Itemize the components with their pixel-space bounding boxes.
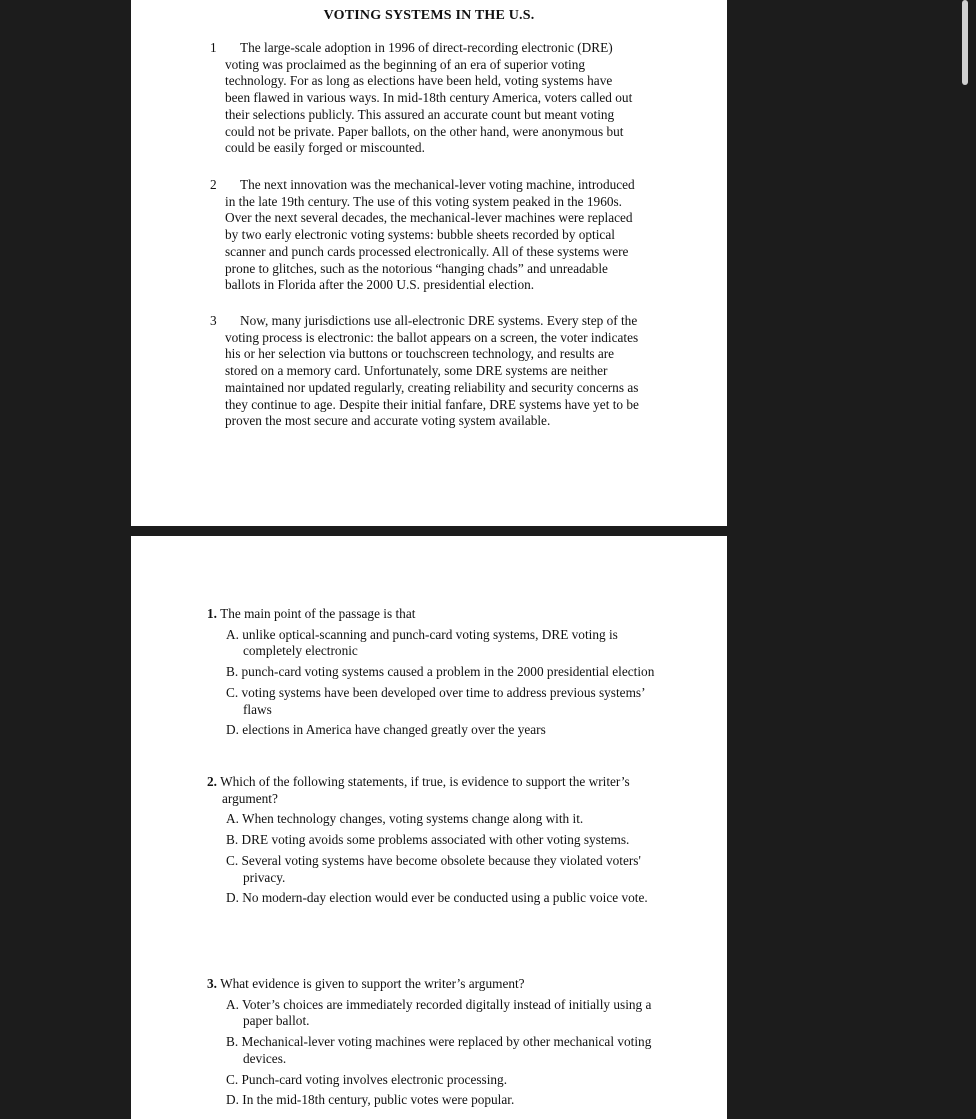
paragraph-2 <box>210 177 639 294</box>
answer-choice-c[interactable]: C. voting systems have been developed over time to address previous systems’ flaws <box>226 684 645 717</box>
question-number: 1. <box>207 606 217 621</box>
answer-choice-b[interactable]: B. DRE voting avoids some problems associated with other voting systems. <box>226 832 630 848</box>
answer-choice-c[interactable]: C. Several voting systems have become obsolete because they violated voters' privacy. <box>226 852 641 885</box>
answer-choice-d[interactable]: D. No modern-day election would ever be conducted using a public voice vote. <box>226 890 648 906</box>
question-3 <box>207 976 657 1109</box>
paragraph-3 <box>210 313 639 430</box>
answer-choice-b[interactable]: B. Mechanical-lever voting machines were replaced by other mechanical voting devices. <box>226 1034 652 1066</box>
answer-choice-a[interactable]: A. When technology changes, voting systems change along with it. <box>226 811 584 827</box>
questions-page <box>131 536 727 1119</box>
paragraph-number: 3 <box>210 313 217 328</box>
answer-choice-a[interactable]: A. unlike optical-scanning and punch-card voting systems, DRE voting is completely electronic <box>226 626 618 659</box>
answer-choice-a[interactable]: A. Voter’s choices are immediately recorded digitally instead of initially using a paper ballot. <box>226 996 652 1029</box>
question-2 <box>207 774 657 907</box>
paragraph-number: 1 <box>210 40 217 55</box>
question-stem: 2. Which of the following statements, if true, is evidence to support the writer’s argument? <box>207 774 630 806</box>
question-stem: 3. What evidence is given to support the writer’s argument? <box>207 976 525 991</box>
answer-choice-b[interactable]: B. punch-card voting systems caused a problem in the 2000 presidential election <box>226 664 655 680</box>
question-number: 3. <box>207 976 217 991</box>
question-1 <box>207 606 657 739</box>
answer-choice-c[interactable]: C. Punch-card voting involves electronic processing. <box>226 1071 508 1087</box>
paragraph-number: 2 <box>210 177 217 192</box>
scrollbar-thumb[interactable] <box>962 0 968 85</box>
passage-page <box>131 0 727 526</box>
answer-choice-d[interactable]: D. elections in America have changed greatly over the years <box>226 722 546 738</box>
question-stem: 1. The main point of the passage is that <box>207 606 416 621</box>
passage-title: VOTING SYSTEMS IN THE U.S. <box>323 8 535 23</box>
paragraph-text: Now, many jurisdictions use all-electronic DRE systems. Every step of the voting process is electronic: the ballot appears on a screen, the voter indicates his or her selection via buttons or touchscreen technology, and results are stored on a memory card. Unfortunately, some DRE systems are neither maintained nor updated regularly, creating reliability and security concerns as they continue to age. Despite their initial fanfare, DRE systems have yet to be proven the most secure and accurate voting system available. <box>225 313 639 429</box>
paragraph-text: The next innovation was the mechanical-lever voting machine, introduced in the late 19th century. The use of this voting system peaked in the 1960s. Over the next several decades, the mechanical-lever machines were replaced by two early electronic voting systems: bubble sheets recorded by optical scanner and punch cards processed electronically. All of these systems were prone to glitches, such as the notorious “hanging chads” and unreadable ballots in Florida after the 2000 U.S. presidential election. <box>225 177 635 293</box>
answer-choice-d[interactable]: D. In the mid-18th century, public votes were popular. <box>226 1092 515 1108</box>
question-number: 2. <box>207 774 217 789</box>
paragraph-text: The large-scale adoption in 1996 of direct-recording electronic (DRE) voting was proclaimed as the beginning of an era of superior voting technology. For as long as elections have been held, voting systems have been flawed in various ways. In mid-18th century America, voters called out their selections publicly. This assured an accurate count but meant voting could not be private. Paper ballots, on the other hand, were anonymous but could be easily forged or miscounted. <box>225 40 633 156</box>
paragraph-1 <box>210 40 639 157</box>
